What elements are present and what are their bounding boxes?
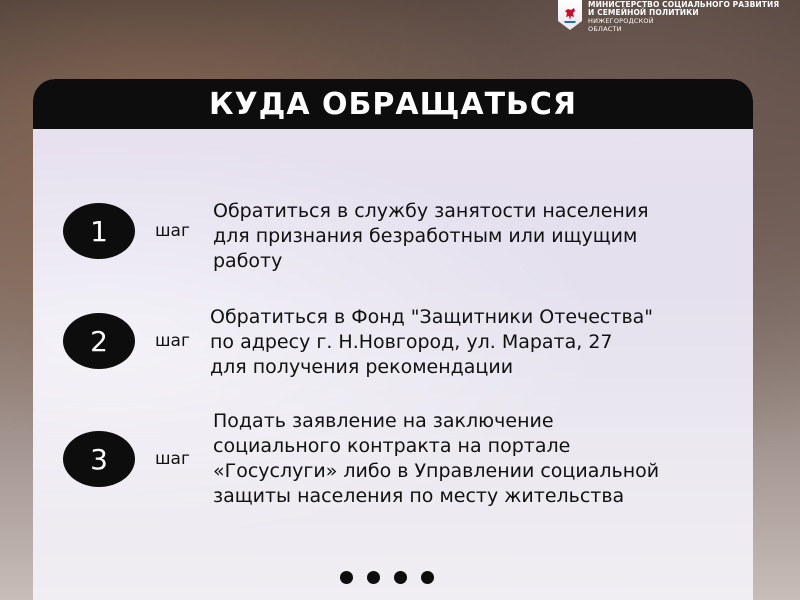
pagination-dots [340, 571, 434, 584]
step-text [210, 305, 740, 380]
step-2 [33, 305, 753, 405]
coat-of-arms-icon [558, 0, 582, 30]
step-word: шаг [155, 221, 190, 241]
pagination-dot[interactable] [340, 571, 353, 584]
pagination-dot[interactable] [394, 571, 407, 584]
step-text-line: «Госуслуги» либо в Управлении социальной [213, 460, 660, 482]
step-1 [33, 199, 753, 299]
step-text-line: Подать заявление на заключение [213, 410, 554, 432]
brand-line-3: НИЖЕГОРОДСКОЙ [588, 17, 654, 25]
card-header [33, 79, 753, 129]
info-card [33, 79, 753, 600]
step-text [213, 409, 743, 509]
step-text [213, 199, 743, 274]
step-text-line: для получения рекомендации [210, 356, 514, 378]
step-number-badge: 2 [63, 313, 135, 369]
step-text-line: Обратиться в службу занятости населения [213, 200, 649, 222]
pagination-dot[interactable] [367, 571, 380, 584]
step-word: шаг [155, 449, 190, 469]
step-text-line: Обратиться в Фонд "Защитники Отечества" [210, 306, 654, 328]
step-number-badge: 3 [63, 431, 135, 487]
step-3 [33, 409, 753, 509]
step-text-line: работу [213, 250, 283, 272]
step-number-badge: 1 [63, 203, 135, 259]
step-word: шаг [155, 331, 190, 351]
step-text-line: по адресу г. Н.Новгород, ул. Марата, 27 [210, 331, 613, 353]
page-title: КУДА ОБРАЩАТЬСЯ [208, 86, 578, 122]
step-text-line: защиты населения по месту жительства [213, 485, 625, 507]
brand-line-2: И СЕМЕЙНОЙ ПОЛИТИКИ [588, 8, 699, 17]
ministry-brand [558, 0, 800, 36]
brand-line-4: ОБЛАСТИ [588, 25, 622, 33]
step-text-line: социального контракта на портале [213, 435, 571, 457]
step-text-line: для признания безработным или ищущим [213, 225, 638, 247]
pagination-dot[interactable] [421, 571, 434, 584]
brand-line-1: МИНИСТЕРСТВО СОЦИАЛЬНОГО РАЗВИТИЯ [588, 0, 780, 9]
